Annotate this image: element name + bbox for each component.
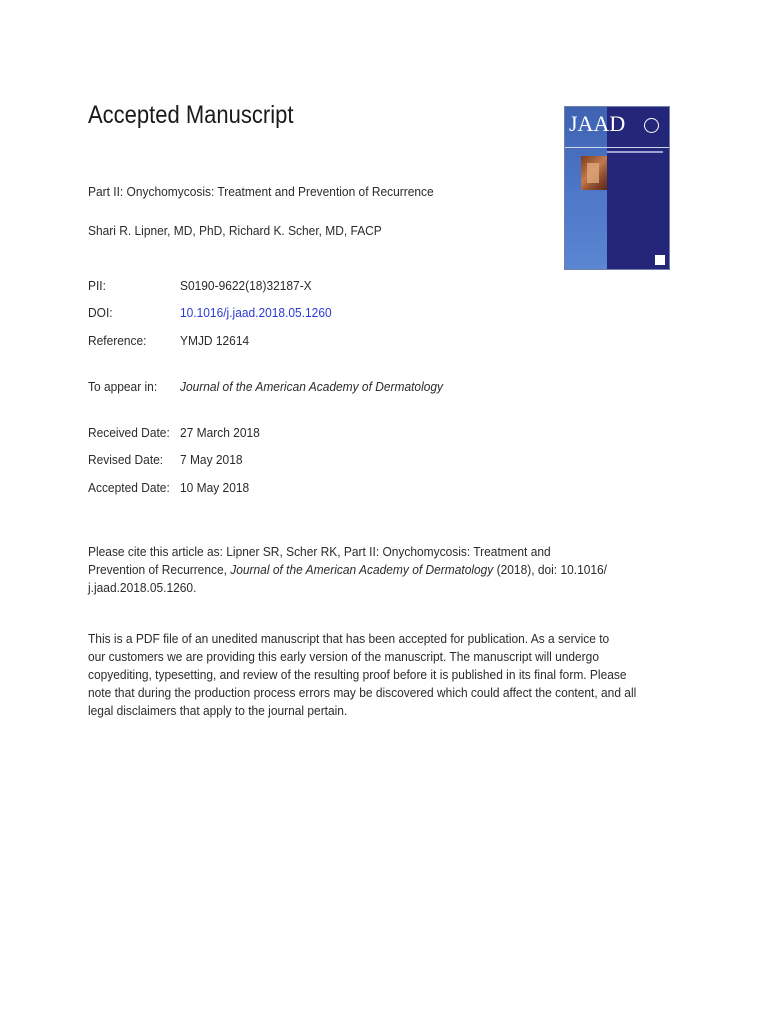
disclaimer-line: legal disclaimers that apply to the journal pertain. xyxy=(88,703,348,718)
publisher-logo-icon xyxy=(655,255,665,265)
cover-divider xyxy=(565,147,669,148)
doi-link[interactable]: 10.1016/j.jaad.2018.05.1260 xyxy=(180,305,332,320)
citation-paragraph xyxy=(88,543,677,597)
received-date-label: Received Date: xyxy=(88,425,170,440)
citation-text: (2018), doi: 10.1016/ xyxy=(493,562,608,577)
citation-line: Please cite this article as: Lipner SR, Scher RK, Part II: Onychomycosis: Treatment and xyxy=(88,544,551,559)
accepted-date-value: 10 May 2018 xyxy=(180,480,250,495)
reference-value: YMJD 12614 xyxy=(180,333,250,348)
cover-subtitle-bar xyxy=(607,151,663,153)
cover-journal-title: JAAD xyxy=(569,111,626,136)
citation-line xyxy=(88,561,677,579)
disclaimer-paragraph xyxy=(88,630,677,720)
pii-value: S0190-9622(18)32187-X xyxy=(180,278,312,293)
citation-journal: Journal of the American Academy of Dermatology xyxy=(230,562,494,577)
disclaimer-line: This is a PDF file of an unedited manuscript that has been accepted for publication. As a service to xyxy=(88,631,610,646)
revised-date-value: 7 May 2018 xyxy=(180,452,243,467)
pii-label: PII: xyxy=(88,278,106,293)
article-authors: Shari R. Lipner, MD, PhD, Richard K. Scher, MD, FACP xyxy=(88,223,382,238)
disclaimer-line: note that during the production process errors may be discovered which could affect the content, and all xyxy=(88,685,637,700)
page-heading: Accepted Manuscript xyxy=(88,101,294,129)
appear-in-label: To appear in: xyxy=(88,379,158,394)
revised-date-label: Revised Date: xyxy=(88,452,164,467)
cover-seal-icon xyxy=(644,118,659,133)
cover-photo-detail xyxy=(587,163,599,183)
received-date-value: 27 March 2018 xyxy=(180,425,260,440)
article-title: Part II: Onychomycosis: Treatment and Prevention of Recurrence xyxy=(88,184,434,199)
reference-label: Reference: xyxy=(88,333,147,348)
disclaimer-line: copyediting, typesetting, and review of the resulting proof before it is published in its final form. Please xyxy=(88,667,627,682)
journal-cover-image xyxy=(564,106,670,270)
accepted-date-label: Accepted Date: xyxy=(88,480,170,495)
citation-line: j.jaad.2018.05.1260. xyxy=(88,580,197,595)
appear-in-journal: Journal of the American Academy of Dermatology xyxy=(180,379,444,394)
disclaimer-line: our customers we are providing this early version of the manuscript. The manuscript will undergo xyxy=(88,649,599,664)
doi-label: DOI: xyxy=(88,305,113,320)
citation-text: Prevention of Recurrence, xyxy=(88,562,231,577)
